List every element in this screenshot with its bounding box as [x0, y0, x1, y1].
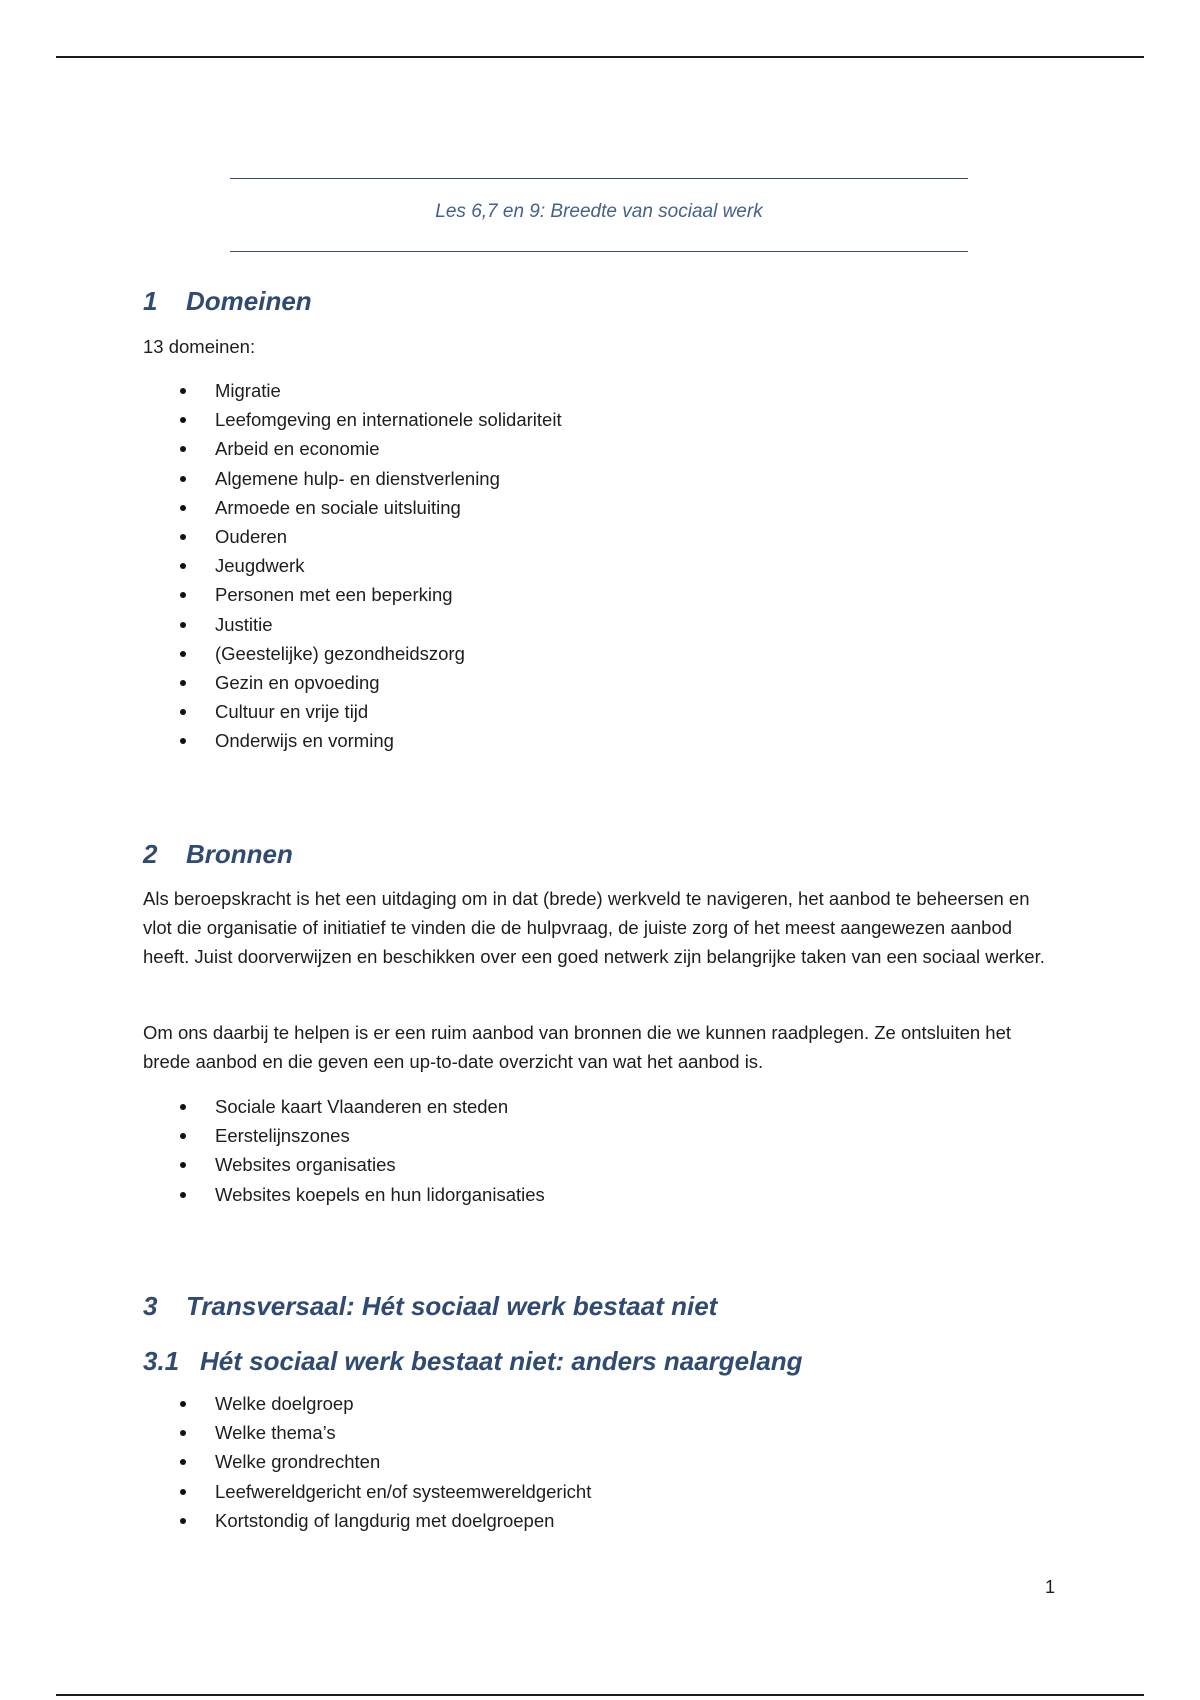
section-title: Domeinen: [186, 286, 312, 316]
list-item: Leefomgeving en internationele solidariteit: [143, 405, 562, 434]
anders-naargelang-list: [143, 1389, 591, 1535]
list-item: Websites organisaties: [143, 1150, 545, 1179]
list-item: Welke thema’s: [143, 1418, 591, 1447]
list-item: Personen met een beperking: [143, 580, 562, 609]
list-item: Websites koepels en hun lidorganisaties: [143, 1180, 545, 1209]
list-item: Gezin en opvoeding: [143, 668, 562, 697]
document-title-block: [230, 178, 968, 252]
document-title: Les 6,7 en 9: Breedte van sociaal werk: [435, 201, 763, 222]
section-title: Transversaal: Hét sociaal werk bestaat niet: [186, 1291, 718, 1321]
section-heading-transversaal: [143, 1291, 717, 1322]
list-item: Welke grondrechten: [143, 1447, 591, 1476]
list-item: Cultuur en vrije tijd: [143, 697, 562, 726]
list-item: Arbeid en economie: [143, 434, 562, 463]
page-bottom-rule: [56, 1694, 1144, 1696]
list-item: Sociale kaart Vlaanderen en steden: [143, 1092, 545, 1121]
list-item: Algemene hulp- en dienstverlening: [143, 464, 562, 493]
domains-intro: 13 domeinen:: [143, 336, 256, 357]
page-number: 1: [1045, 1577, 1056, 1597]
domains-list: [143, 376, 562, 755]
subsection-number: 3.1: [143, 1346, 180, 1376]
list-item: Jeugdwerk: [143, 551, 562, 580]
list-item: Leefwereldgericht en/of systeemwereldgericht: [143, 1477, 591, 1506]
section-heading-domeinen: [143, 286, 312, 317]
section-number: 3: [143, 1291, 158, 1321]
list-item: Welke doelgroep: [143, 1389, 591, 1418]
section-heading-bronnen: [143, 839, 293, 870]
list-item: Onderwijs en vorming: [143, 726, 562, 755]
subsection-title: Hét sociaal werk bestaat niet: anders naargelang: [200, 1346, 803, 1376]
list-item: Kortstondig of langdurig met doelgroepen: [143, 1506, 591, 1535]
section-title: Bronnen: [186, 839, 293, 869]
list-item: Armoede en sociale uitsluiting: [143, 493, 562, 522]
list-item: Justitie: [143, 610, 562, 639]
bronnen-list: [143, 1092, 545, 1209]
bronnen-paragraph-1: Als beroepskracht is het een uitdaging om in dat (brede) werkveld te navigeren, het aanbod te beheersen en vlot die organisatie of initiatief te vinden die de hulpvraag, de juiste zorg of het meest aangewezen aanbod heeft. Juist doorverwijzen en beschikken over een goed netwerk zijn belangrijke taken van een sociaal werker.: [143, 888, 1045, 967]
section-number: 1: [143, 286, 158, 316]
page-top-rule: [56, 56, 1144, 58]
list-item: (Geestelijke) gezondheidszorg: [143, 639, 562, 668]
subsection-heading: [143, 1346, 803, 1377]
section-number: 2: [143, 839, 158, 869]
list-item: Ouderen: [143, 522, 562, 551]
bronnen-paragraph-2: Om ons daarbij te helpen is er een ruim aanbod van bronnen die we kunnen raadplegen. Ze ontsluiten het brede aanbod en die geven een up-to-date overzicht van wat het aanbod is.: [143, 1022, 1012, 1072]
list-item: Migratie: [143, 376, 562, 405]
list-item: Eerstelijnszones: [143, 1121, 545, 1150]
